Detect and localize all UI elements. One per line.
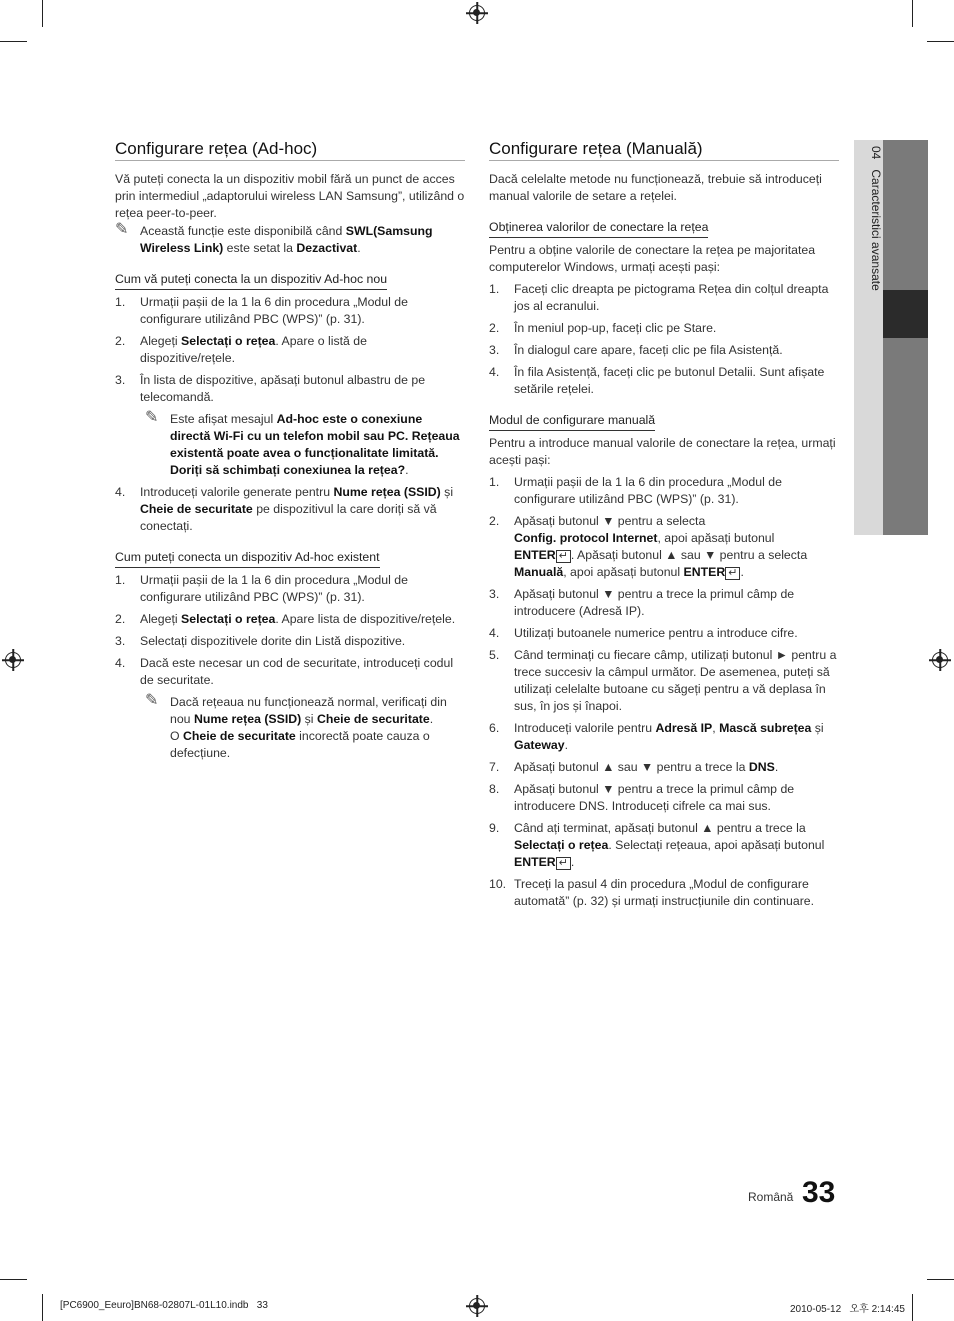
section-title-manual: Configurare rețea (Manuală) — [489, 140, 839, 161]
crop-mark — [0, 41, 27, 42]
list-item: 3. Apăsați butonul ▼ pentru a trece la primul câmp de introducere (Adresă IP). — [489, 587, 795, 618]
list-item: 1. Faceți clic dreapta pe pictograma Rețea din colțul dreapta jos al ecranului. — [489, 282, 829, 313]
crop-mark — [912, 1294, 913, 1321]
crop-mark — [42, 1294, 43, 1321]
crop-mark — [927, 41, 954, 42]
list-item: 3. Selectați dispozitivele dorite din Listă dispozitive. — [115, 634, 406, 648]
note: ✎ Această funcție este disponibilă când SWL(Samsung Wireless Link) este setat la Dezactivat. — [115, 221, 433, 255]
paragraph: Dacă celelalte metode nu funcționează, trebuie să introduceți manual valorile de setare a rețelei. — [489, 172, 822, 203]
chapter-label: 04 Caracteristici avansate — [869, 146, 883, 291]
note: ✎ Dacă rețeaua nu funcționează normal, verificați din nou Nume rețea (SSID) și Cheie de securitate. O Cheie de securitate incorectă poate cauza o defecțiune. — [145, 692, 447, 760]
list-item: 4. Utilizați butoanele numerice pentru a introduce cifre. — [489, 626, 798, 640]
note-icon: ✎ — [145, 692, 159, 709]
list-item: 1. Urmații pașii de la 1 la 6 din procedura „Modul de configurare utilizând PBC (WPS)” (p. 31). — [115, 573, 408, 604]
print-file-info: [PC6900_Eeuro]BN68-02807L-01L10.indb 33 — [60, 1300, 268, 1311]
list-item: 1. Urmații pașii de la 1 la 6 din procedura „Modul de configurare utilizând PBC (WPS)” (p. 31). — [489, 475, 782, 506]
paragraph: Pentru a obține valorile de conectare la rețea pe majoritatea computerelor Windows, urmați acești pași: — [489, 243, 816, 274]
note: ✎ Este afișat mesajul Ad-hoc este o conexiune directă Wi-Fi cu un telefon mobil sau PC. Rețeaua existentă poate avea o funcționalitate limitată. Doriți să schimbați conexiunea la rețea?. — [145, 409, 460, 477]
crop-mark — [927, 1279, 954, 1280]
list-item: 2. Alegeți Selectați o rețea. Apare o listă de dispozitive/rețele. — [115, 334, 367, 365]
list-item: 4. Introduceți valorile generate pentru Nume rețea (SSID) și Cheie de securitate pe dispozitivul la care doriți să vă conectați. — [115, 485, 454, 533]
enter-icon: ↵ — [556, 857, 571, 870]
registration-mark-icon — [469, 1298, 485, 1314]
right-column — [489, 140, 839, 910]
list-item: 5. Când terminați cu fiecare câmp, utilizați butonul ► pentru a trece succesiv la câmpul următor. De asemenea, puteți să utilizați celelalte butoane cu săgeți pentru a vă deplasa în sus, în jos și înapoi. — [489, 648, 837, 713]
paragraph: Pentru a introduce manual valorile de conectare la rețea, urmați acești pași: — [489, 436, 836, 467]
enter-icon: ↵ — [725, 567, 740, 580]
enter-icon: ↵ — [556, 550, 571, 563]
list-item: 2. Apăsați butonul ▼ pentru a selecta Config. protocol Internet, apoi apăsați butonul ENTER ↵ . Apăsați butonul ▲ sau ▼ pentru a selecta Manuală, apoi apăsați butonul ENTER ↵ . — [489, 514, 808, 579]
crop-mark — [912, 0, 913, 27]
subheading: Cum vă puteți conecta la un dispozitiv Ad-hoc nou — [115, 271, 387, 290]
page-number: 33 — [802, 1176, 836, 1209]
list-item: 7. Apăsați butonul ▲ sau ▼ pentru a trece la DNS. — [489, 760, 779, 774]
list-item: 2. Alegeți Selectați o rețea. Apare lista de dispozitive/rețele. — [115, 612, 456, 626]
registration-mark-icon — [5, 652, 21, 668]
subheading: Obținerea valorilor de conectare la rețea — [489, 219, 708, 238]
registration-mark-icon — [469, 5, 485, 21]
print-timestamp: 2010-05-12 오후 2:14:45 — [790, 1304, 905, 1315]
list-item: 10. Treceți la pasul 4 din procedura „Modul de configurare automată” (p. 32) și urmați instrucțiunile din continuare. — [489, 877, 815, 908]
list-item: 8. Apăsați butonul ▼ pentru a trece la primul câmp de introducere DNS. Introduceți cifrele ca mai sus. — [489, 782, 795, 813]
crop-mark — [42, 0, 43, 27]
chapter-marker — [883, 290, 928, 338]
list-item: 4. Dacă este necesar un cod de securitate, introduceți codul de securitate. — [115, 656, 454, 687]
list-item: 3. În dialogul care apare, faceți clic pe fila Asistență. — [489, 343, 783, 357]
paragraph: Vă puteți conecta la un dispozitiv mobil fără un punct de acces prin intermediul „adaptorului wireless LAN Samsung”, utilizând o rețea peer-to-peer. — [115, 172, 465, 220]
note-icon: ✎ — [145, 409, 159, 426]
note-icon: ✎ — [115, 221, 129, 238]
registration-mark-icon — [932, 652, 948, 668]
list-item: 4. În fila Asistență, faceți clic pe butonul Detalii. Sunt afișate setările rețelei. — [489, 365, 825, 396]
list-item: 3. În lista de dispozitive, apăsați butonul albastru de pe telecomandă. — [115, 373, 426, 404]
subheading: Cum puteți conecta un dispozitiv Ad-hoc existent — [115, 549, 380, 568]
footer-language: Română — [748, 1190, 794, 1204]
list-item: 1. Urmații pașii de la 1 la 6 din procedura „Modul de configurare utilizând PBC (WPS)” (p. 31). — [115, 295, 408, 326]
list-item: 2. În meniul pop-up, faceți clic pe Stare. — [489, 321, 717, 335]
subheading: Modul de configurare manuală — [489, 412, 655, 431]
crop-mark — [0, 1279, 27, 1280]
list-item: 9. Când ați terminat, apăsați butonul ▲ pentru a trece la Selectați o rețea. Selectați rețeaua, apoi apăsați butonul ENTER ↵ . — [489, 821, 825, 869]
list-item: 6. Introduceți valorile pentru Adresă IP, Mască subrețea și Gateway. — [489, 721, 824, 752]
section-title-adhoc: Configurare rețea (Ad-hoc) — [115, 140, 465, 161]
left-column — [115, 140, 465, 762]
